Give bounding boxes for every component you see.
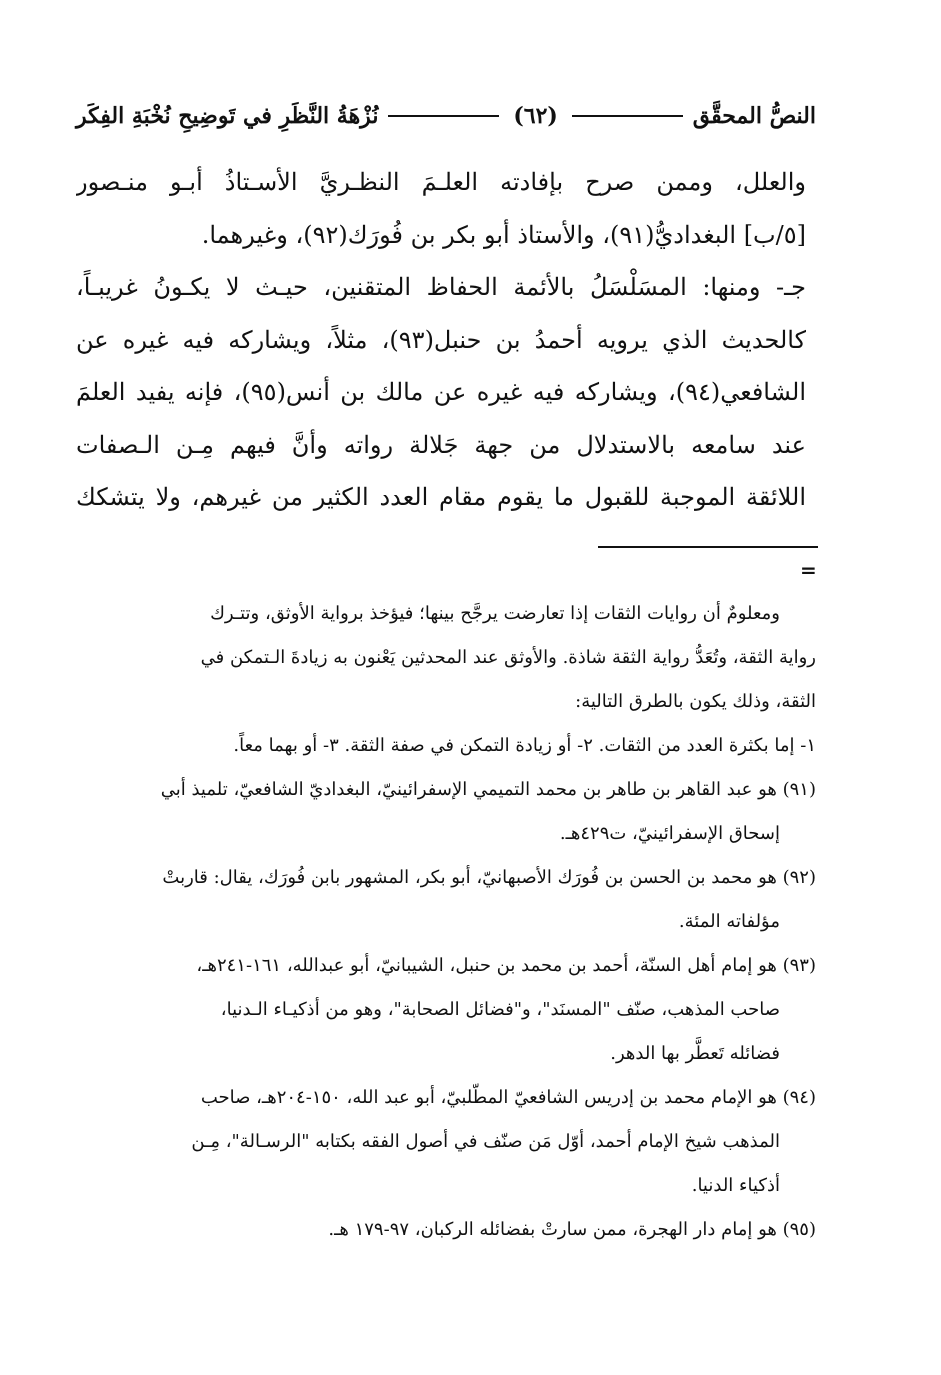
- footnotes: [76, 592, 816, 1252]
- header-section-title: النصُّ المحقَّق: [692, 103, 816, 129]
- main-text: [76, 156, 806, 524]
- main-text-line: والعلل، وممن صرح بإفادته العلـمَ النظـريَّ الأسـتاذُ أبـو منـصور: [76, 168, 806, 196]
- main-text-line: الشافعي(٩٤)، ويشاركه فيه غيره عن مالك بن أنس(٩٥)، فإنه يفيد العلمَ: [76, 378, 806, 406]
- footnote-line: صاحب المذهب، صنّف "المسنَد"، و"فضائل الصحابة"، وهو من أذكيـاء الـدنيا،: [220, 999, 780, 1020]
- footnote-line: ١- إما بكثرة العدد من الثقات. ٢- أو زيادة التمكن في صفة الثقة. ٣- أو بهما معاً.: [233, 735, 816, 756]
- footnote-line: ومعلومٌ أن روايات الثقات إذا تعارضت يرجَّح بينها؛ فيؤخذ برواية الأوثق، وتتـرك: [210, 603, 780, 624]
- footnote-line: الثقة، وذلك يكون بالطرق التالية:: [575, 691, 816, 712]
- main-text-line: كالحديث الذي يرويه أحمدُ بن حنبل(٩٣)، مثلاً، ويشاركه فيه غيره عن: [76, 325, 806, 354]
- header-rule-left: [388, 115, 499, 117]
- main-text-line: [٥/ب] البغداديُّ(٩١)، والأستاذ أبو بكر بن فُورَك(٩٢)، وغيرهما.: [201, 220, 806, 249]
- footnote-95: (٩٥) هو إمام دار الهجرة، ممن سارتْ بفضائله الركبان، ٩٧-١٧٩ هـ.: [328, 1219, 816, 1240]
- footnote-line: أذكياء الدنيا.: [691, 1175, 780, 1196]
- footnote-separator: [598, 546, 818, 548]
- footnote-91: (٩١) هو عبد القاهر بن طاهر بن محمد التميمي الإسفرائينيّ، البغداديّ الشافعيّ، تلميذ أبي: [160, 779, 816, 800]
- main-text-line: جـ- ومنها: المسَلْسَلُ بالأئمة الحفاظ المتقنين، حيـث لا يكـونُ غريبـاً،: [76, 273, 806, 301]
- footnote-93: (٩٣) هو إمام أهل السنّة، أحمد بن محمد بن حنبل، الشيبانيّ، أبو عبدالله، ١٦١-٢٤١هـ،: [196, 955, 816, 976]
- footnote-line: إسحاق الإسفرائينيّ، ت٤٢٩هـ.: [559, 823, 780, 844]
- page-number: (٦٢): [513, 103, 558, 129]
- header-rule-right: [572, 115, 683, 117]
- footnote-line: فضائله تَعطَّر بها الدهر.: [610, 1043, 780, 1064]
- running-header: [76, 96, 816, 136]
- footnote-line: المذهب شيخ الإمام أحمد، أوّل مَن صنّف في أصول الفقه بكتابه "الرسـالة"، مِـن: [191, 1131, 780, 1152]
- footnote-94: (٩٤) هو الإمام محمد بن إدريس الشافعيّ المطّلبيّ، أبو عبد الله، ١٥٠-٢٠٤هـ، صاحب: [200, 1087, 816, 1108]
- footnote-line: رواية الثقة، وتُعَدُّ رواية الثقة شاذة. والأوثق عند المحدثين يَعْنون به زيادةَ الـتمكن في: [200, 647, 816, 668]
- main-text-line: عند سامعه بالاستدلال من جهة جَلالة رواته وأنَّ فيهم مِـن الـصفات: [76, 430, 806, 459]
- footnote-92: (٩٢) هو محمد بن الحسن بن فُورَك الأصبهانيّ، أبو بكر، المشهور بابن فُورَك، يقال: قاربتْ: [162, 867, 816, 888]
- continuation-mark: =: [800, 558, 817, 582]
- footnote-line: مؤلفاته المئة.: [678, 911, 780, 932]
- header-book-title: نُزْهَةُ النَّظَرِ في تَوضِيحِ نُخْبَةِ الفِكَر: [76, 103, 379, 129]
- main-text-line: اللائقة الموجبة للقبول ما يقوم مقام العدد الكثير من غيرهم، ولا يتشكك: [76, 483, 806, 511]
